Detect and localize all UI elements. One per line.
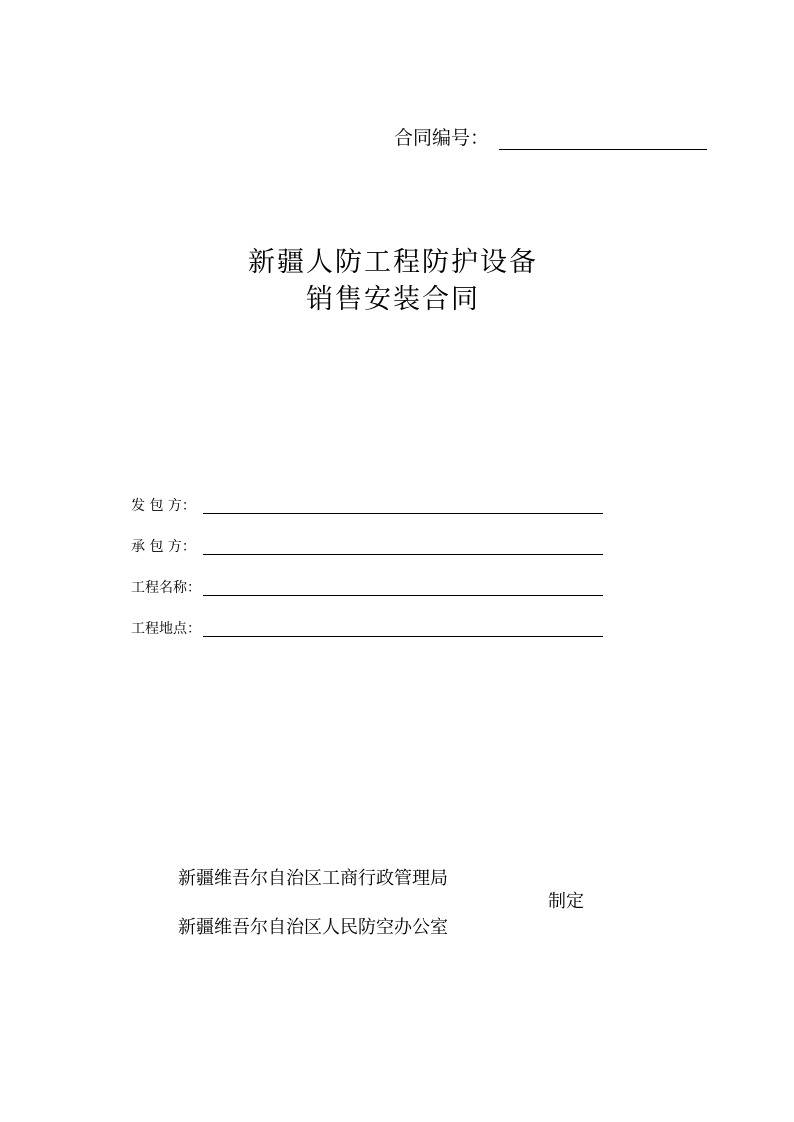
field-project-location-blank[interactable] (203, 636, 603, 637)
field-project-name-label: 工程名称： (131, 580, 201, 596)
document-title-line2: 销售安装合同 (306, 284, 480, 315)
issuer-commerce-bureau: 新疆维吾尔自治区工商行政管理局 (178, 868, 448, 889)
issuer-civil-air-defense-office: 新疆维吾尔自治区人民防空办公室 (178, 917, 448, 938)
field-project-name (131, 575, 603, 597)
issued-by-label: 制定 (548, 891, 584, 912)
contract-number (394, 126, 707, 150)
field-project-location (131, 616, 603, 638)
contract-number-blank[interactable] (499, 149, 707, 150)
document-title-line1: 新疆人防工程防护设备 (248, 247, 538, 278)
field-employer (131, 493, 603, 515)
field-contractor-blank[interactable] (203, 554, 603, 555)
field-employer-blank[interactable] (203, 513, 603, 514)
field-project-name-blank[interactable] (203, 595, 603, 596)
field-contractor (131, 534, 603, 556)
field-contractor-label: 承 包 方： (131, 539, 196, 555)
field-project-location-label: 工程地点： (131, 621, 201, 637)
contract-number-label: 合同编号： (394, 127, 490, 149)
field-employer-label: 发 包 方： (131, 498, 196, 514)
